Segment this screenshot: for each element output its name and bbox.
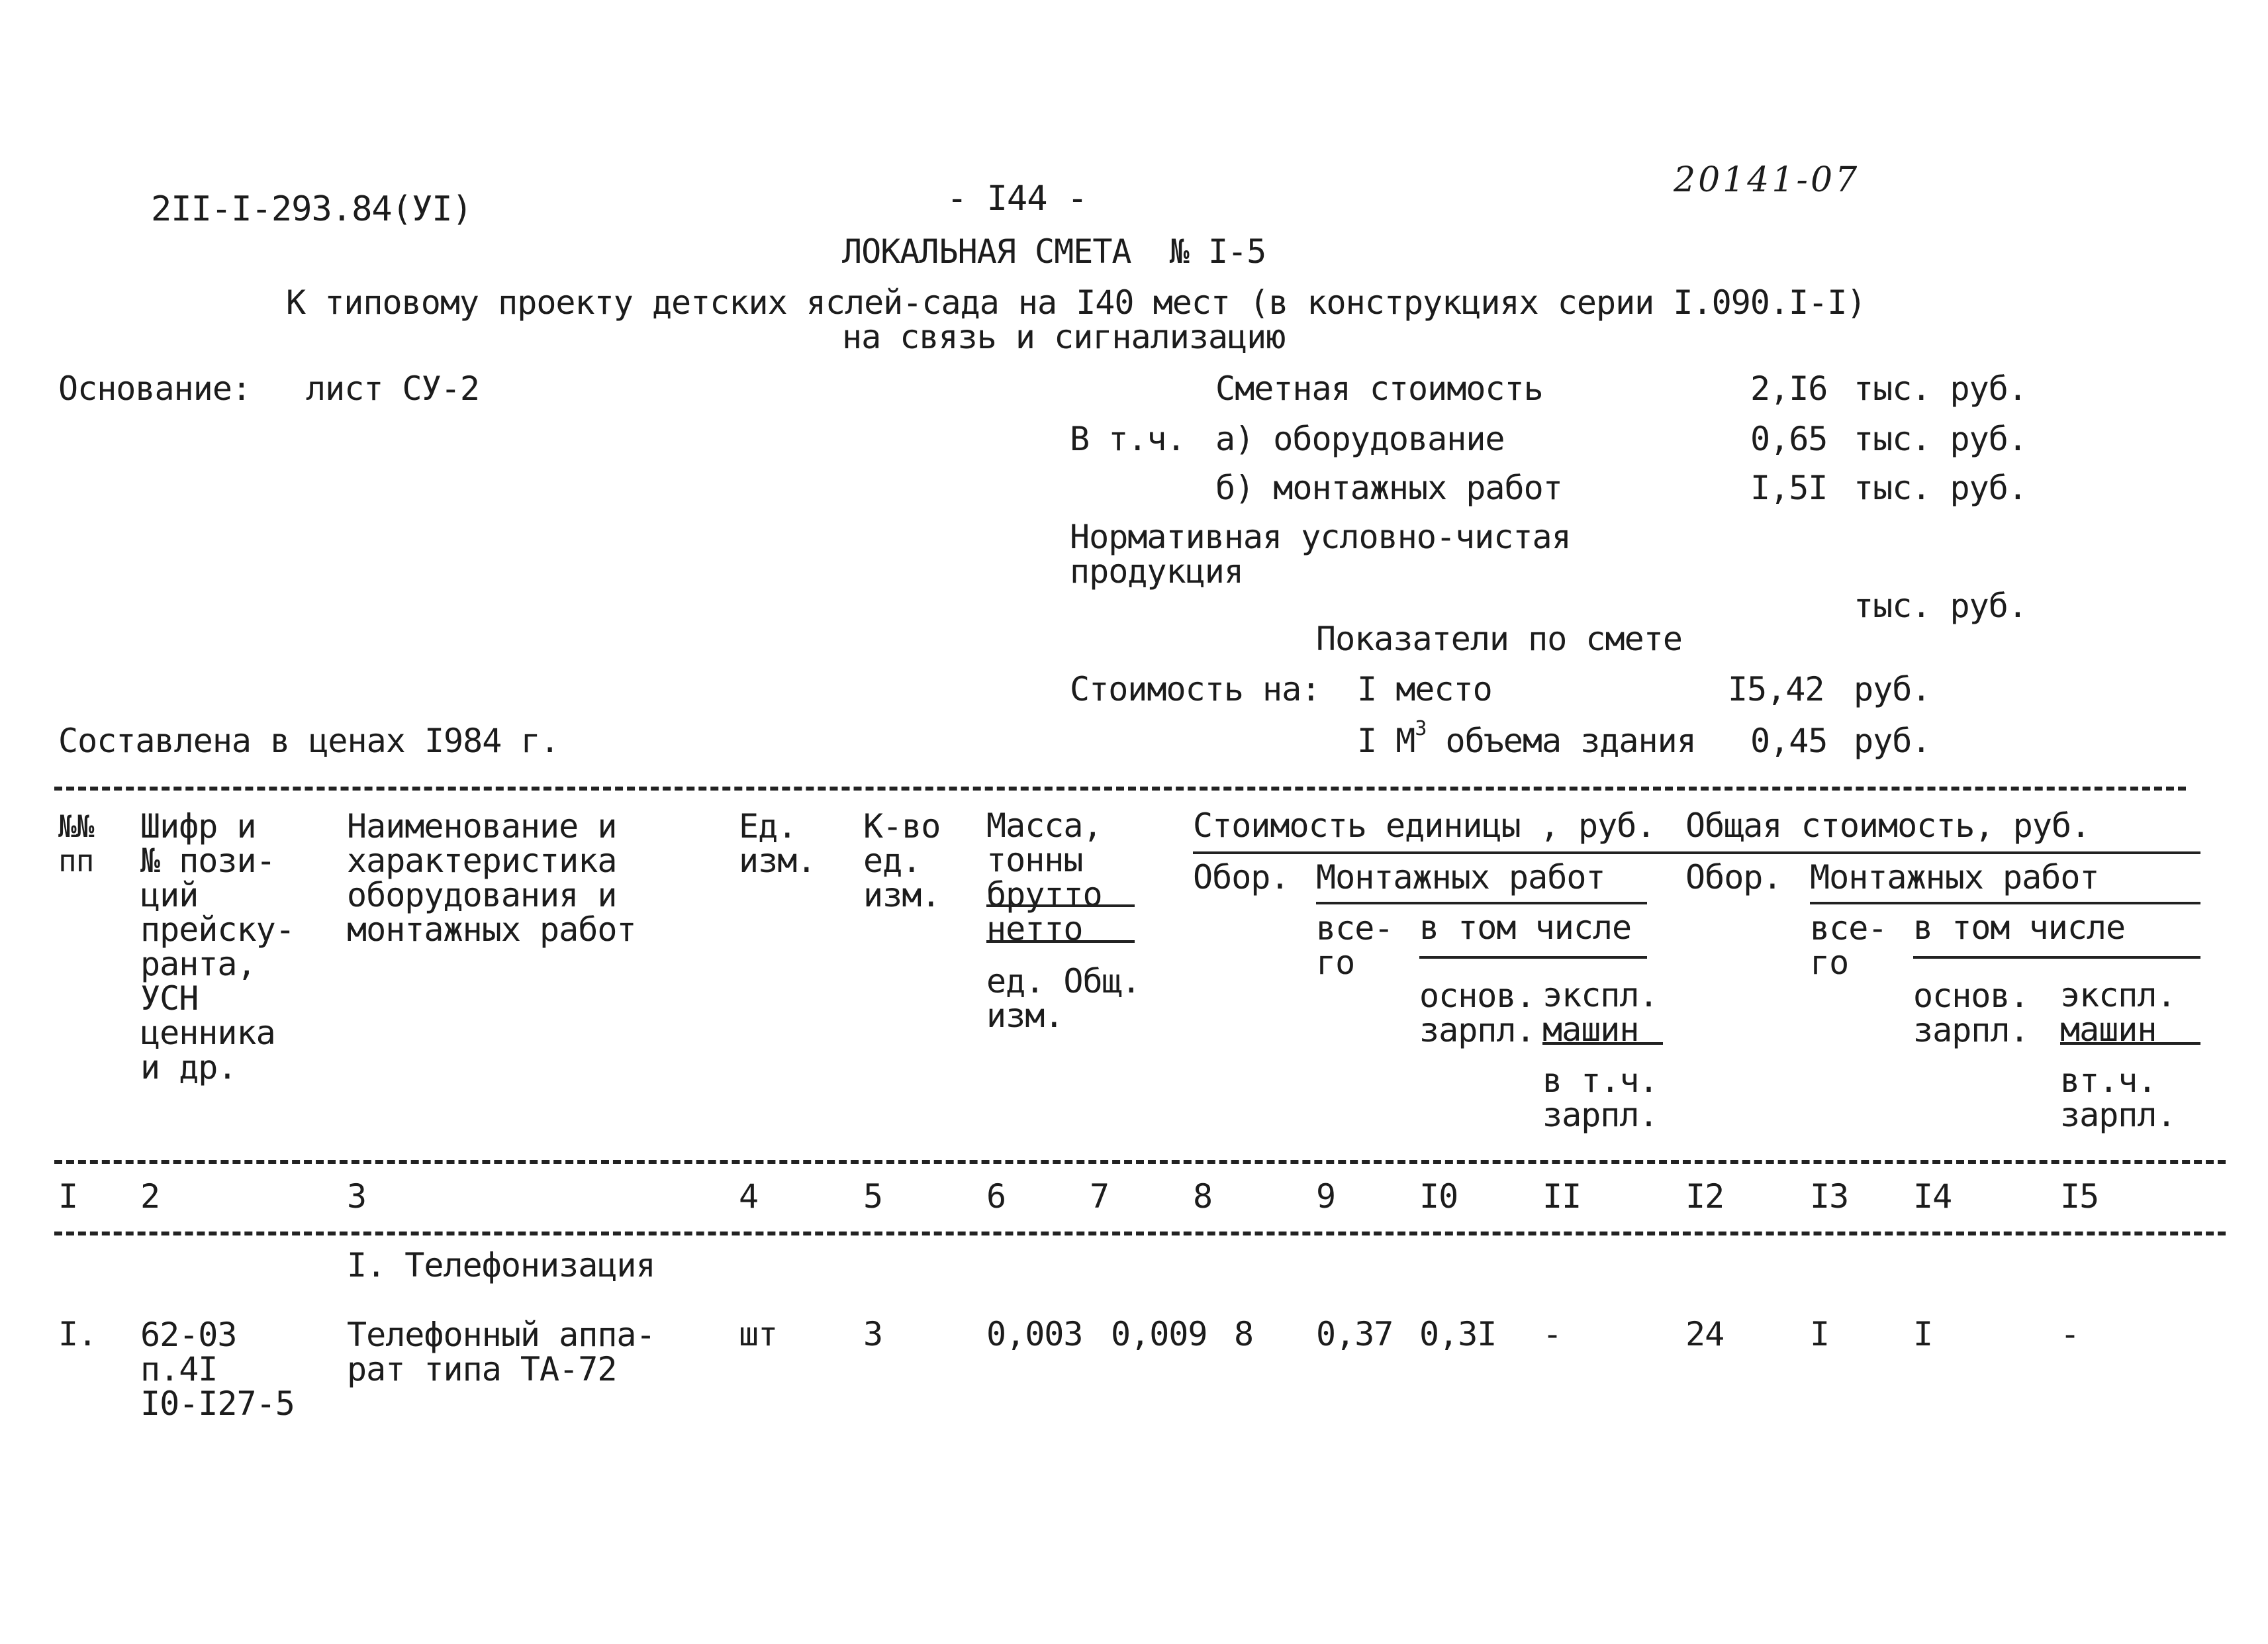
per-place-value: I5,42 <box>1728 670 1824 708</box>
column-number-1: I <box>58 1177 78 1216</box>
column-number-6: 6 <box>986 1177 1006 1216</box>
row-number: I. <box>58 1315 97 1353</box>
column-numbers-top-border <box>54 1160 2226 1164</box>
column-number-15: I5 <box>2060 1177 2099 1216</box>
row-total-install: I <box>1810 1315 1830 1353</box>
header-mass-tons: тонны <box>986 841 1083 879</box>
header-unit-install: Монтажных работ <box>1316 858 1605 896</box>
row-unit-equipment: 8 <box>1234 1315 1254 1353</box>
total-incl-underline <box>1913 956 2200 959</box>
column-number-4: 4 <box>739 1177 759 1216</box>
header-total-incl: в том числе <box>1913 908 2126 947</box>
per-volume-unit: руб. <box>1854 722 1931 760</box>
document-subtitle-line2: на связь и сигнализацию <box>842 318 1286 356</box>
equipment-label: а) оборудование <box>1215 420 1505 458</box>
row-unit-machines: - <box>1542 1315 1562 1353</box>
estimate-cost-value: 2,I6 <box>1750 369 1828 408</box>
header-total-all: все- го <box>1810 909 1887 982</box>
normative-label-line1: Нормативная условно-чистая <box>1070 518 1571 556</box>
row-unit: шт <box>739 1315 778 1353</box>
row-total-equipment: 24 <box>1685 1315 1725 1353</box>
header-total-mach-expl: экспл. <box>2060 976 2176 1014</box>
column-number-14: I4 <box>1913 1177 1952 1216</box>
estimate-cost-label: Сметная стоимость <box>1215 369 1543 408</box>
header-unit-cost: Стоимость единицы , руб. <box>1193 806 1656 845</box>
normative-unit: тыс. руб. <box>1854 587 2027 625</box>
header-code: Шифр и № пози- ций прейску- ранта, УСН ценника и др. <box>140 807 295 1087</box>
row-code: 62-03 п.4I I0-I27-5 <box>140 1316 295 1423</box>
installation-unit: тыс. руб. <box>1854 469 2027 507</box>
header-total-base-wage: основ. зарпл. <box>1913 977 2029 1049</box>
header-total-mach-word: машин <box>2060 1010 2157 1049</box>
row-quantity: 3 <box>863 1315 883 1353</box>
indicators-title: Показатели по смете <box>1316 620 1682 658</box>
basis-label: Основание: <box>58 369 252 408</box>
prices-note: Составлена в ценах I984 г. <box>58 722 559 760</box>
header-mass-netto: нетто <box>986 910 1083 948</box>
header-mass-sub: ед. Общ. изм. <box>986 962 1141 1035</box>
header-unit-base-wage: основ. зарпл. <box>1419 977 1535 1049</box>
unit-incl-underline <box>1419 956 1647 959</box>
cost-header-underline <box>1193 851 2200 854</box>
header-quantity: К-во ед. изм. <box>863 807 941 914</box>
column-numbers-bottom-border <box>54 1232 2226 1235</box>
row-name: Телефонный аппа- рат типа ТА-72 <box>347 1316 655 1388</box>
column-number-12: I2 <box>1685 1177 1725 1216</box>
per-volume-value: 0,45 <box>1750 722 1828 760</box>
header-mass: Масса, <box>986 806 1102 845</box>
column-number-11: II <box>1542 1177 1582 1216</box>
page-number: - I44 - <box>947 179 1088 218</box>
header-unit-incl: в том числе <box>1419 908 1632 947</box>
column-number-9: 9 <box>1316 1177 1336 1216</box>
header-unit-mach-wage: в т.ч. зарпл. <box>1542 1061 1658 1134</box>
row-unit-install-total: 0,37 <box>1316 1315 1394 1353</box>
header-unit-mach-word: машин <box>1542 1010 1639 1049</box>
per-place-label: I место <box>1357 670 1492 708</box>
per-place-unit: руб. <box>1854 670 1931 708</box>
header-total-mach-wage: вт.ч. зарпл. <box>2060 1061 2176 1134</box>
installation-value: I,5I <box>1750 469 1828 507</box>
unit-machines-underline <box>1542 1042 1663 1045</box>
total-machines-underline <box>2060 1042 2200 1045</box>
header-name: Наименование и характеристика оборудования и монтажных работ <box>347 807 636 949</box>
estimate-cost-unit: тыс. руб. <box>1854 369 2027 408</box>
per-volume-label: I $М^3$ объема здания <box>1357 717 1696 760</box>
brutto-underline <box>986 904 1135 907</box>
header-unit-all: все- го <box>1316 909 1394 982</box>
header-unit-mach-expl: экспл. <box>1542 976 1658 1014</box>
column-number-7: 7 <box>1090 1177 1110 1216</box>
header-row-number: №№ пп <box>58 808 94 879</box>
document-code: 2II-I-293.84(УI) <box>151 189 472 229</box>
row-total-base-wage: I <box>1913 1315 1933 1353</box>
basis-value: лист СУ-2 <box>306 369 479 408</box>
header-total-install: Монтажных работ <box>1810 858 2099 896</box>
header-total-equipment: Обор. <box>1685 858 1782 896</box>
unit-install-underline <box>1316 902 1647 904</box>
row-unit-base-wage: 0,3I <box>1419 1315 1497 1353</box>
column-number-5: 5 <box>863 1177 883 1216</box>
column-number-8: 8 <box>1193 1177 1213 1216</box>
column-number-13: I3 <box>1810 1177 1849 1216</box>
installation-label: б) монтажных работ <box>1215 469 1562 507</box>
normative-label-line2: продукция <box>1070 552 1243 591</box>
header-total-cost: Общая стоимость, руб. <box>1685 806 2091 845</box>
table-top-border <box>54 787 2186 791</box>
row-mass-unit: 0,003 <box>986 1315 1083 1353</box>
handwritten-number: 20141-07 <box>1674 160 1860 200</box>
document-subtitle-line1: К типовому проекту детских яслей-сада на I40 мест (в конструкциях серии I.090.I-I) <box>286 283 1866 322</box>
header-unit: Ед. изм. <box>739 807 816 880</box>
section-title: I. Телефонизация <box>347 1246 655 1284</box>
netto-underline <box>986 940 1135 943</box>
equipment-unit: тыс. руб. <box>1854 420 2027 458</box>
header-unit-equipment: Обор. <box>1193 858 1290 896</box>
document-title: ЛОКАЛЬНАЯ СМЕТА № I-5 <box>842 232 1266 271</box>
equipment-value: 0,65 <box>1750 420 1828 458</box>
column-number-3: 3 <box>347 1177 367 1216</box>
header-mass-brutto: брутто <box>986 875 1102 914</box>
row-mass-total: 0,009 <box>1111 1315 1207 1353</box>
row-total-machines: - <box>2060 1315 2080 1353</box>
cost-per-label: Стоимость на: <box>1070 670 1321 708</box>
including-prefix: В т.ч. <box>1070 420 1186 458</box>
column-number-2: 2 <box>140 1177 160 1216</box>
total-install-underline <box>1810 902 2200 904</box>
column-number-10: I0 <box>1419 1177 1458 1216</box>
